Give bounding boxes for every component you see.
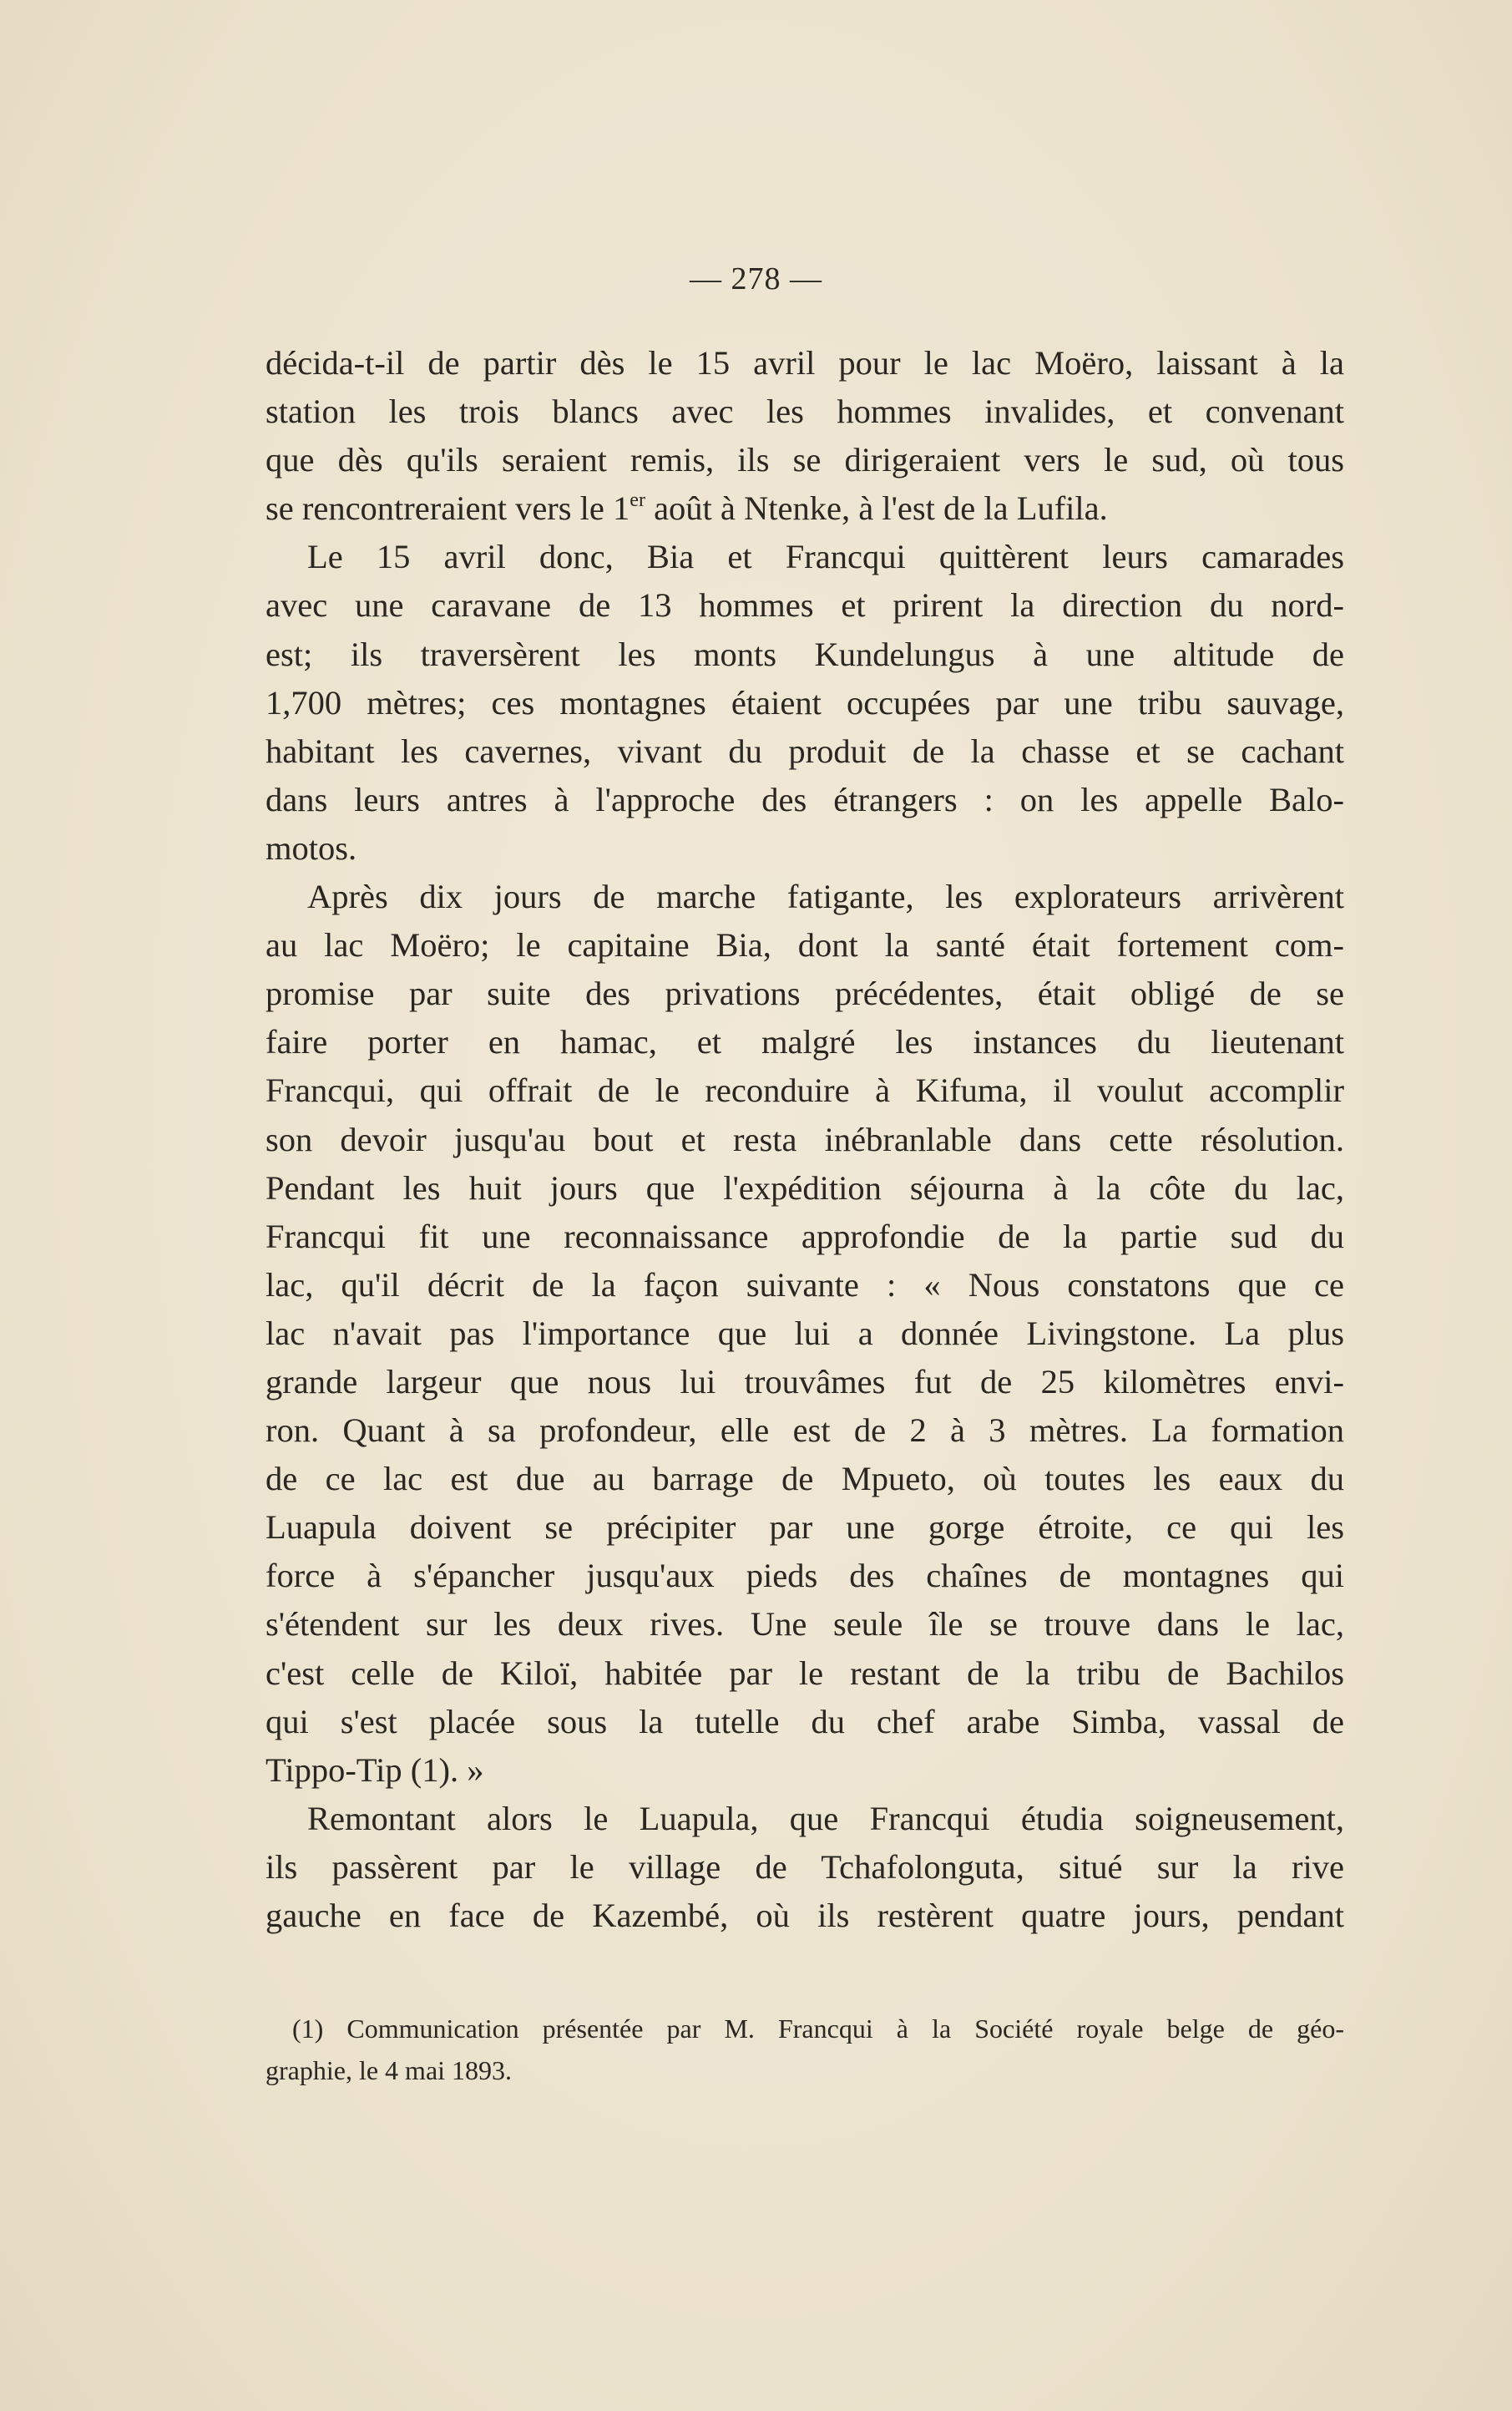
text-line-with-superscript [265, 484, 1344, 533]
footnote-line: (1) Communication présentée par M. Francqui à la Société royale belge de géo- [292, 2013, 1344, 2044]
text-line: que dès qu'ils seraient remis, ils se dirigeraient vers le sud, où tous [265, 441, 1344, 479]
text-line: Tippo-Tip (1). » [265, 1750, 484, 1789]
text-line: lac, qu'il décrit de la façon suivante : « Nous constatons que ce [265, 1265, 1344, 1304]
text-line: station les trois blancs avec les hommes invalides, et convenant [265, 393, 1344, 431]
text-line: Remontant alors le Luapula, que Francqui étudia soigneusement, [307, 1799, 1344, 1837]
text-segment: août à Ntenke, à l'est de la Lufila. [645, 489, 1108, 528]
text-line: son devoir jusqu'au bout et resta inébranlable dans cette résolution. [265, 1120, 1344, 1158]
text-line: de ce lac est due au barrage de Mpueto, où toutes les eaux du [265, 1460, 1344, 1498]
superscript-ordinal: er [630, 489, 645, 512]
text-line: 1,700 mètres; ces montagnes étaient occupées par une tribu sauvage, [265, 683, 1344, 722]
text-line: ils passèrent par le village de Tchafolonguta, situé sur la rive [265, 1847, 1344, 1886]
page-number: — 278 — [690, 261, 822, 296]
text-line: Le 15 avril donc, Bia et Francqui quittèrent leurs camarades [307, 538, 1344, 576]
text-line: Après dix jours de marche fatigante, les explorateurs arrivèrent [307, 878, 1344, 916]
text-line: avec une caravane de 13 hommes et prirent la direction du nord- [265, 586, 1344, 625]
text-line: décida-t-il de partir dès le 15 avril pour le lac Moëro, laissant à la [265, 344, 1344, 382]
text-line: Luapula doivent se précipiter par une gorge étroite, ce qui les [265, 1508, 1344, 1547]
text-line: Pendant les huit jours que l'expédition séjourna à la côte du lac, [265, 1168, 1344, 1207]
text-line: force à s'épancher jusqu'aux pieds des chaînes de montagnes qui [265, 1557, 1344, 1595]
text-line: promise par suite des privations précédentes, était obligé de se [265, 975, 1344, 1013]
text-line: Francqui, qui offrait de le reconduire à Kifuma, il voulut accomplir [265, 1071, 1344, 1110]
text-line: dans leurs antres à l'approche des étrangers : on les appelle Balo- [265, 780, 1344, 818]
text-line: lac n'avait pas l'importance que lui a donnée Livingstone. La plus [265, 1314, 1344, 1352]
text-line: qui s'est placée sous la tutelle du chef arabe Simba, vassal de [265, 1702, 1344, 1740]
text-line: gauche en face de Kazembé, où ils restèrent quatre jours, pendant [265, 1897, 1344, 1934]
text-line: motos. [265, 828, 357, 867]
text-line: est; ils traversèrent les monts Kundelungus à une altitude de [265, 635, 1344, 673]
text-line: grande largeur que nous lui trouvâmes fut de 25 kilomètres envi- [265, 1362, 1344, 1401]
text-line: c'est celle de Kiloï, habitée par le restant de la tribu de Bachilos [265, 1654, 1344, 1692]
text-line: faire porter en hamac, et malgré les instances du lieutenant [265, 1023, 1344, 1061]
footnote-line: graphie, le 4 mai 1893. [265, 2055, 513, 2085]
text-line: habitant les cavernes, vivant du produit de la chasse et se cachant [265, 732, 1344, 770]
text-line: Francqui fit une reconnaissance approfondie de la partie sud du [265, 1217, 1344, 1255]
text-line: s'étendent sur les deux rives. Une seule île se trouve dans le lac, [265, 1605, 1344, 1644]
footnote [265, 2008, 1344, 2091]
text-line: ron. Quant à sa profondeur, elle est de 2 à 3 mètres. La formation [265, 1411, 1344, 1450]
main-text [265, 339, 1344, 1940]
text-segment: se rencontreraient vers le 1 [265, 489, 630, 528]
text-line: au lac Moëro; le capitaine Bia, dont la santé était fortement com- [265, 926, 1344, 965]
